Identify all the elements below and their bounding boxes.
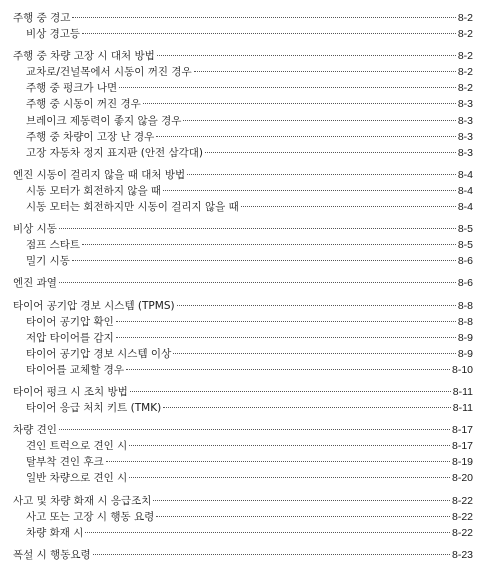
toc-subentry[interactable]	[13, 113, 473, 129]
toc-entry-title: 타이어 공기압 경보 시스템 (TPMS)	[13, 299, 175, 312]
dot-leader	[187, 174, 456, 175]
toc-subentry-title: 타이어 응급 처치 키트 (TMK)	[26, 402, 162, 415]
toc-section	[13, 422, 473, 486]
toc-entry[interactable]	[13, 493, 473, 509]
toc-subentry[interactable]	[13, 237, 473, 253]
dot-leader	[205, 152, 456, 153]
page-number: 8-22	[451, 510, 473, 523]
toc-subentry[interactable]	[13, 96, 473, 112]
page-number: 8-3	[457, 98, 473, 111]
toc-entry[interactable]	[13, 384, 473, 400]
toc-subentry-title: 비상 경고등	[26, 28, 81, 41]
page-number: 8-22	[451, 526, 473, 539]
dot-leader	[59, 282, 456, 283]
toc-subentry-title: 일반 차량으로 견인 시	[26, 472, 128, 485]
toc-subentry[interactable]	[13, 525, 473, 541]
toc-subentry-title: 타이어 공기압 확인	[26, 315, 114, 328]
toc-section	[13, 493, 473, 541]
dot-leader	[163, 190, 456, 191]
toc-entry-title: 주행 중 차량 고장 시 대처 방법	[13, 50, 155, 63]
toc-subentry[interactable]	[13, 64, 473, 80]
page-number: 8-3	[457, 146, 473, 159]
dot-leader	[126, 369, 450, 370]
toc-subentry[interactable]	[13, 346, 473, 362]
dot-leader	[241, 206, 456, 207]
page-number: 8-4	[457, 201, 473, 214]
toc-subentry-title: 저압 타이어를 감지	[26, 331, 114, 344]
toc-subentry-title: 타이어 공기압 경보 시스템 이상	[26, 347, 172, 360]
toc-entry-title: 엔진 과열	[13, 277, 57, 290]
dot-leader	[163, 407, 451, 408]
toc-entry[interactable]	[13, 221, 473, 237]
page-number: 8-17	[451, 440, 473, 453]
page-number: 8-5	[457, 223, 473, 236]
dot-leader	[173, 353, 456, 354]
page-number: 8-19	[451, 456, 473, 469]
toc-subentry-title: 주행 중 펑크가 나면	[26, 82, 118, 95]
page-number: 8-2	[457, 12, 473, 24]
toc-entry-title: 사고 및 차량 화재 시 응급조치	[13, 494, 152, 507]
toc-subentry[interactable]	[13, 470, 473, 486]
toc-entry[interactable]	[13, 422, 473, 438]
dot-leader	[194, 71, 456, 72]
toc-subentry-title: 시동 모터가 회전하지 않을 때	[26, 184, 162, 197]
toc-subentry-title: 탈부착 견인 후크	[26, 456, 104, 469]
toc-entry[interactable]	[13, 547, 473, 563]
toc-subentry[interactable]	[13, 314, 473, 330]
toc-subentry[interactable]	[13, 129, 473, 145]
toc-subentry[interactable]	[13, 145, 473, 161]
dot-leader	[130, 391, 451, 392]
dot-leader	[59, 429, 450, 430]
page-number: 8-8	[457, 315, 473, 328]
page-number: 8-5	[457, 239, 473, 252]
page-number: 8-11	[452, 385, 473, 398]
page-number: 8-8	[457, 299, 473, 312]
page-number: 8-2	[457, 82, 473, 95]
page-number: 8-9	[457, 347, 473, 360]
dot-leader	[119, 87, 456, 88]
toc-entry[interactable]	[13, 298, 473, 314]
toc-entry-title: 엔진 시동이 걸리지 않을 때 대처 방법	[13, 168, 186, 181]
dot-leader	[82, 244, 456, 245]
page-number: 8-3	[457, 130, 473, 143]
toc-entry[interactable]	[13, 48, 473, 64]
toc-section	[13, 298, 473, 378]
toc-section	[13, 10, 473, 42]
page-number: 8-10	[451, 363, 473, 376]
toc-entry-title: 폭설 시 행동요령	[13, 548, 91, 561]
dot-leader	[116, 321, 456, 322]
page-number: 8-20	[451, 472, 473, 485]
toc-section	[13, 275, 473, 291]
dot-leader	[72, 17, 455, 18]
dot-leader	[85, 532, 450, 533]
toc-section	[13, 167, 473, 215]
toc-subentry[interactable]	[13, 199, 473, 215]
dot-leader	[157, 55, 456, 56]
toc-section	[13, 547, 473, 563]
toc-subentry[interactable]	[13, 438, 473, 454]
toc-subentry-title: 견인 트럭으로 견인 시	[26, 440, 128, 453]
toc-subentry[interactable]	[13, 509, 473, 525]
toc-entry-title: 차량 견인	[13, 424, 57, 437]
dot-leader	[129, 445, 450, 446]
toc-subentry[interactable]	[13, 183, 473, 199]
table-of-contents	[13, 10, 473, 569]
dot-leader	[177, 305, 456, 306]
toc-subentry[interactable]	[13, 362, 473, 378]
toc-subentry-title: 고장 자동차 정지 표지판 (안전 삼각대)	[26, 146, 204, 159]
toc-subentry[interactable]	[13, 253, 473, 269]
page-number: 8-3	[457, 114, 473, 127]
page-number: 8-6	[457, 277, 473, 290]
dot-leader	[59, 228, 456, 229]
toc-subentry-title: 브레이크 제동력이 좋지 않을 경우	[26, 114, 182, 127]
toc-subentry[interactable]	[13, 330, 473, 346]
page-number: 8-2	[457, 50, 473, 63]
dot-leader	[143, 103, 456, 104]
toc-subentry-title: 밀기 시동	[26, 255, 70, 268]
toc-subentry-title: 타이어를 교체할 경우	[26, 363, 124, 376]
page-number: 8-17	[451, 424, 473, 437]
toc-subentry-title: 점프 스타트	[26, 239, 81, 252]
dot-leader	[93, 554, 450, 555]
page-number: 8-2	[457, 66, 473, 79]
dot-leader	[72, 260, 456, 261]
dot-leader	[129, 477, 450, 478]
toc-entry-title: 비상 시동	[13, 223, 57, 236]
toc-subentry-title: 교차로/건널목에서 시동이 꺼진 경우	[26, 66, 192, 79]
dot-leader	[156, 516, 450, 517]
toc-subentry-title: 주행 중 차량이 고장 난 경우	[26, 130, 155, 143]
page-number: 8-9	[457, 331, 473, 344]
toc-entry[interactable]	[13, 167, 473, 183]
toc-entry-title: 타이어 펑크 시 조치 방법	[13, 385, 128, 398]
toc-subentry[interactable]	[13, 26, 473, 42]
page-number: 8-22	[451, 494, 473, 507]
toc-subentry[interactable]	[13, 400, 473, 416]
toc-subentry-title: 차량 화재 시	[26, 526, 84, 539]
page-number: 8-6	[457, 255, 473, 268]
toc-subentry-title: 사고 또는 고장 시 행동 요령	[26, 510, 155, 523]
toc-subentry-title: 시동 모터는 회전하지만 시동이 걸리지 않을 때	[26, 201, 239, 214]
page-number: 8-4	[457, 168, 473, 181]
dot-leader	[183, 120, 455, 121]
dot-leader	[156, 136, 456, 137]
page-number: 8-23	[451, 548, 473, 561]
toc-section	[13, 384, 473, 416]
toc-section	[13, 48, 473, 161]
toc-subentry[interactable]	[13, 454, 473, 470]
dot-leader	[116, 337, 456, 338]
toc-entry[interactable]	[13, 10, 473, 26]
dot-leader	[106, 461, 450, 462]
toc-section	[13, 221, 473, 269]
toc-subentry[interactable]	[13, 80, 473, 96]
toc-entry[interactable]	[13, 275, 473, 291]
page-number: 8-11	[452, 402, 473, 415]
dot-leader	[153, 500, 450, 501]
page-number: 8-2	[457, 28, 473, 41]
toc-subentry-title: 주행 중 시동이 꺼진 경우	[26, 98, 141, 111]
dot-leader	[82, 33, 456, 34]
page-number: 8-4	[457, 184, 473, 197]
toc-entry-title: 주행 중 경고	[13, 12, 71, 24]
